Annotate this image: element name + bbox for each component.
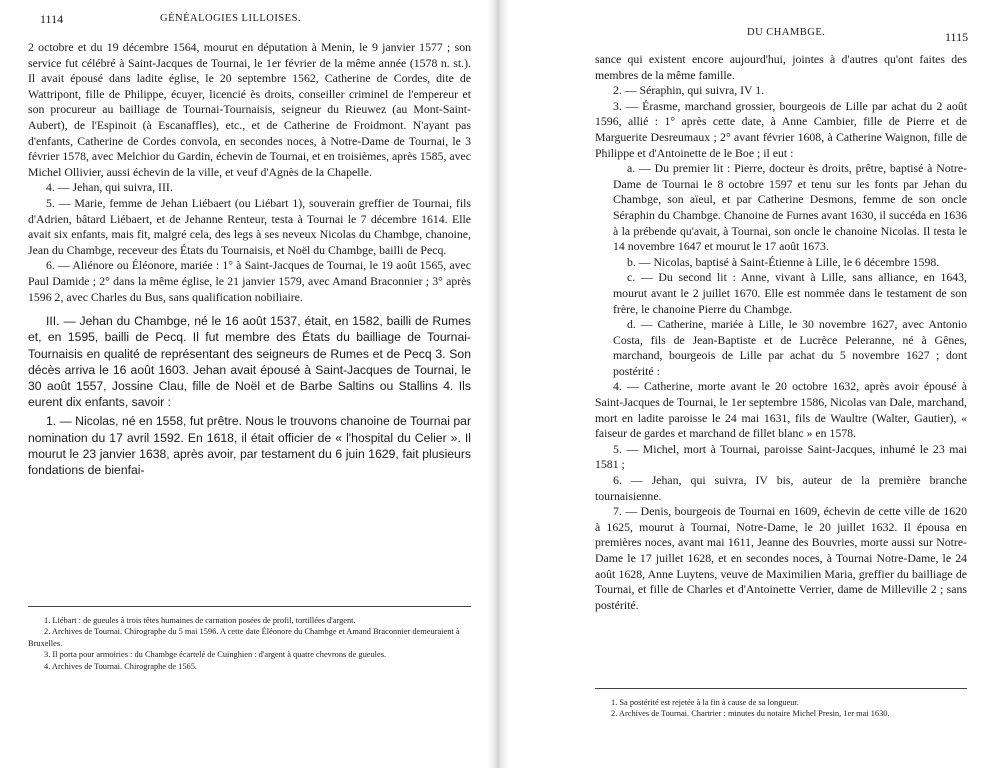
- right-page: [509, 0, 1003, 768]
- footnote: 1. Sa postérité est rejetée à la fin à cause de sa longueur.: [611, 698, 799, 707]
- paragraph: sance qui existent encore aujourd'hui, jointes à d'autres qu'ont faites des membres de la même famille.: [595, 52, 967, 82]
- paragraph: 6. — Jehan, qui suivra, IV bis, auteur de la première branche tournaisienne.: [595, 473, 967, 503]
- paragraph: 5. — Michel, mort à Tournai, paroisse Saint-Jacques, inhumé le 23 mai 1581 ;: [595, 441, 967, 472]
- right-body: [595, 52, 967, 613]
- left-footnotes: [28, 606, 471, 672]
- paragraph: 3. — Érasme, marchand grossier, bourgeois de Lille par achat du 2 août 1596, allié : 1° après cette date, à Anne Cambier, fille de Pierre et de Marguerite Desreumaux ; 2° avant février 1608, à Catherine Waignon, fille de Philippe et d'Antoinette de le Boe ; il eut :: [595, 98, 967, 160]
- paragraph: 6. — Aliénore ou Éléonore, mariée : 1° à Saint-Jacques de Tournai, le 19 août 1565, avec Paul Damide ; 2° dans la même église, le 21 janvier 1579, avec Amand Braconnier ; 3° après 1596 2, avec Charles du Bus, sans qualification nobiliaire.: [28, 258, 471, 304]
- footnote: 2. Archives de Tournai. Chirographe du 5 mai 1596. A cette date Éléonore du Chambge et Amand Braconnier demeuraient à Bruxelles.: [28, 627, 460, 648]
- right-page-number: 1115: [945, 30, 969, 44]
- paragraph: 2. — Séraphin, qui suivra, IV 1.: [613, 83, 765, 98]
- paragraph: d. — Catherine, mariée à Lille, le 30 novembre 1627, avec Antonio Costa, fils de Jean-Baptiste et de Lucrèce Peleranne, né à Gênes, marchand, bourgeois de Lille par achat du 5 novembre 1627 ; dont postérité :: [613, 317, 967, 378]
- generation-heading-paragraph: III. — Jehan du Chambge, né le 16 août 1537, était, en 1582, bailli de Rumes et, en 1595, bailli de Pecq. Il fut membre des États du bailliage de Tournai-Tournaisis en qualité de représentant des seigneurs de Rumes et de Pecq 3. Son décès arriva le 16 août 1603. Jehan avait épousé à Saint-Jacques de Tournai, le 30 août 1557, Jossine Clau, fille de Noël et de Barbe Saltins ou Stallins 4. Ils eurent dix enfants, savoir :: [28, 314, 471, 410]
- left-page-number: 1114: [40, 12, 64, 26]
- paragraph: b. — Nicolas, baptisé à Saint-Étienne à Lille, le 6 décembre 1598.: [627, 254, 940, 269]
- paragraph: 4. — Jehan, qui suivra, III.: [46, 180, 173, 195]
- paragraph: 7. — Denis, bourgeois de Tournai en 1609, échevin de cette ville de 1620 à 1625, mourut à Tournai, Notre-Dame, le 20 juillet 1632. Il épousa en premières noces, avant mai 1611, Jeanne des Bouvries, morte aussi sur Notre-Dame le 17 juillet 1628, et en secondes noces, à Tournai Notre-Dame, le 24 août 1628, Anne Luytens, veuve de Maximilien Maria, greffier du bailliage de Tournai, et fille de Charles et d'Antoinette Verrier, dame de Milleville 2 ; sans postérité.: [595, 504, 967, 612]
- right-footnotes: [595, 688, 967, 720]
- right-running-head: DU CHAMBGE.: [747, 27, 826, 38]
- paragraph: 1. — Nicolas, né en 1558, fut prêtre. Nous le trouvons chanoine de Tournai par nomination du 17 avril 1592. En 1618, il était officier de « l'hospital du Celier ». Il mourut le 23 janvier 1638, après avoir, par testament du 6 juin 1629, fait plusieurs fondations de bienfai-: [28, 414, 471, 477]
- footnote: 4. Archives de Tournai. Chirographe de 1565.: [44, 661, 197, 671]
- footnote: 2. Archives de Tournai. Chartrier : minutes du notaire Michel Presin, 1er mai 1630.: [611, 709, 890, 719]
- page-gutter: [487, 0, 509, 768]
- footnote: 1. Liébart : de gueules à trois têtes humaines de carnation posées de profil, tortillées d'argent.: [44, 616, 356, 625]
- paragraph: 4. — Catherine, morte avant le 20 octobre 1632, après avoir épousé à Saint-Jacques de Tournai, le 1er septembre 1586, Nicolas van Dale, marchand, mort en ladite paroisse le 24 mai 1631, fils de Waultre (Walter, Gautier), « faiseur de gardes et marchand de fillet blanc » en 1578.: [595, 379, 967, 441]
- paragraph: a. — Du premier lit : Pierre, docteur ès droits, prêtre, baptisé à Notre-Dame de Tournai le 8 octobre 1597 et tenu sur les fonts par Jehan du Chambge, son aïeul, et par Catherine Desmons, femme de son oncle Séraphin du Chambge. Chanoine de Furnes avant 1630, il succéda en 1636 à la prébende qu'avait, à Tournai, son oncle le chanoine Nicolas. Il testa le 14 novembre 1647 et mourut le 17 août 1673.: [613, 161, 967, 254]
- left-body: [28, 40, 471, 478]
- left-page: [0, 0, 487, 768]
- paragraph: 5. — Marie, femme de Jehan Liébaert (ou Liébart 1), souverain greffier de Tournai, fils d'Adrien, bâtard Liébaert, et de Jehanne Renteur, testa à Tournai le 7 décembre 1614. Elle avait six enfants, mais fit, malgré cela, des legs à ses neveux Nicolas du Chambge, chanoine, Jean du Chambge, receveur des États du Tournaisis, et Noël du Chambge, bailli de Pecq.: [28, 195, 471, 257]
- paragraph: c. — Du second lit : Anne, vivant à Lille, sans alliance, en 1643, mourut avant le 2 juillet 1670. Elle est nommée dans le testament de son frère, le chanoine Pierre du Chambge.: [613, 270, 967, 316]
- left-running-head: GÉNÉALOGIES LILLOISES.: [160, 13, 302, 24]
- paragraph: 2 octobre et du 19 décembre 1564, mourut en députation à Menin, le 9 janvier 1577 ; son service fut célébré à Saint-Jacques de Tournai, le 1er février de la même année (1578 n. st.). Il avait épousé dans ladite église, le 20 septembre 1562, Catherine de Cordes, dite de Wattripont, fille de Philippe, écuyer, licencié ès droits, conseiller criminel de l'empereur et son procureur au bailliage de Tournai-Tournaisis, seigneur du Rieuwez (au Mont-Saint-Aubert), de l'Espinoit (à Escanaffles), etc., et de Catherine de Froidmont. N'ayant pas d'enfants, Catherine de Cordes convola, en secondes noces, à Notre-Dame de Tournai, le 3 février 1578, avec Melchior du Gardin, échevin de Tournai, et en troisièmes, après 1585, avec Michel Ollivier, aussi échevin de la ville, et veuf d'Agnès de la Chapelle.: [28, 40, 471, 179]
- footnote: 3. Il porta pour armoiries : du Chambge écartelé de Cuinghien : d'argent à quatre chevrons de gueules.: [44, 650, 387, 660]
